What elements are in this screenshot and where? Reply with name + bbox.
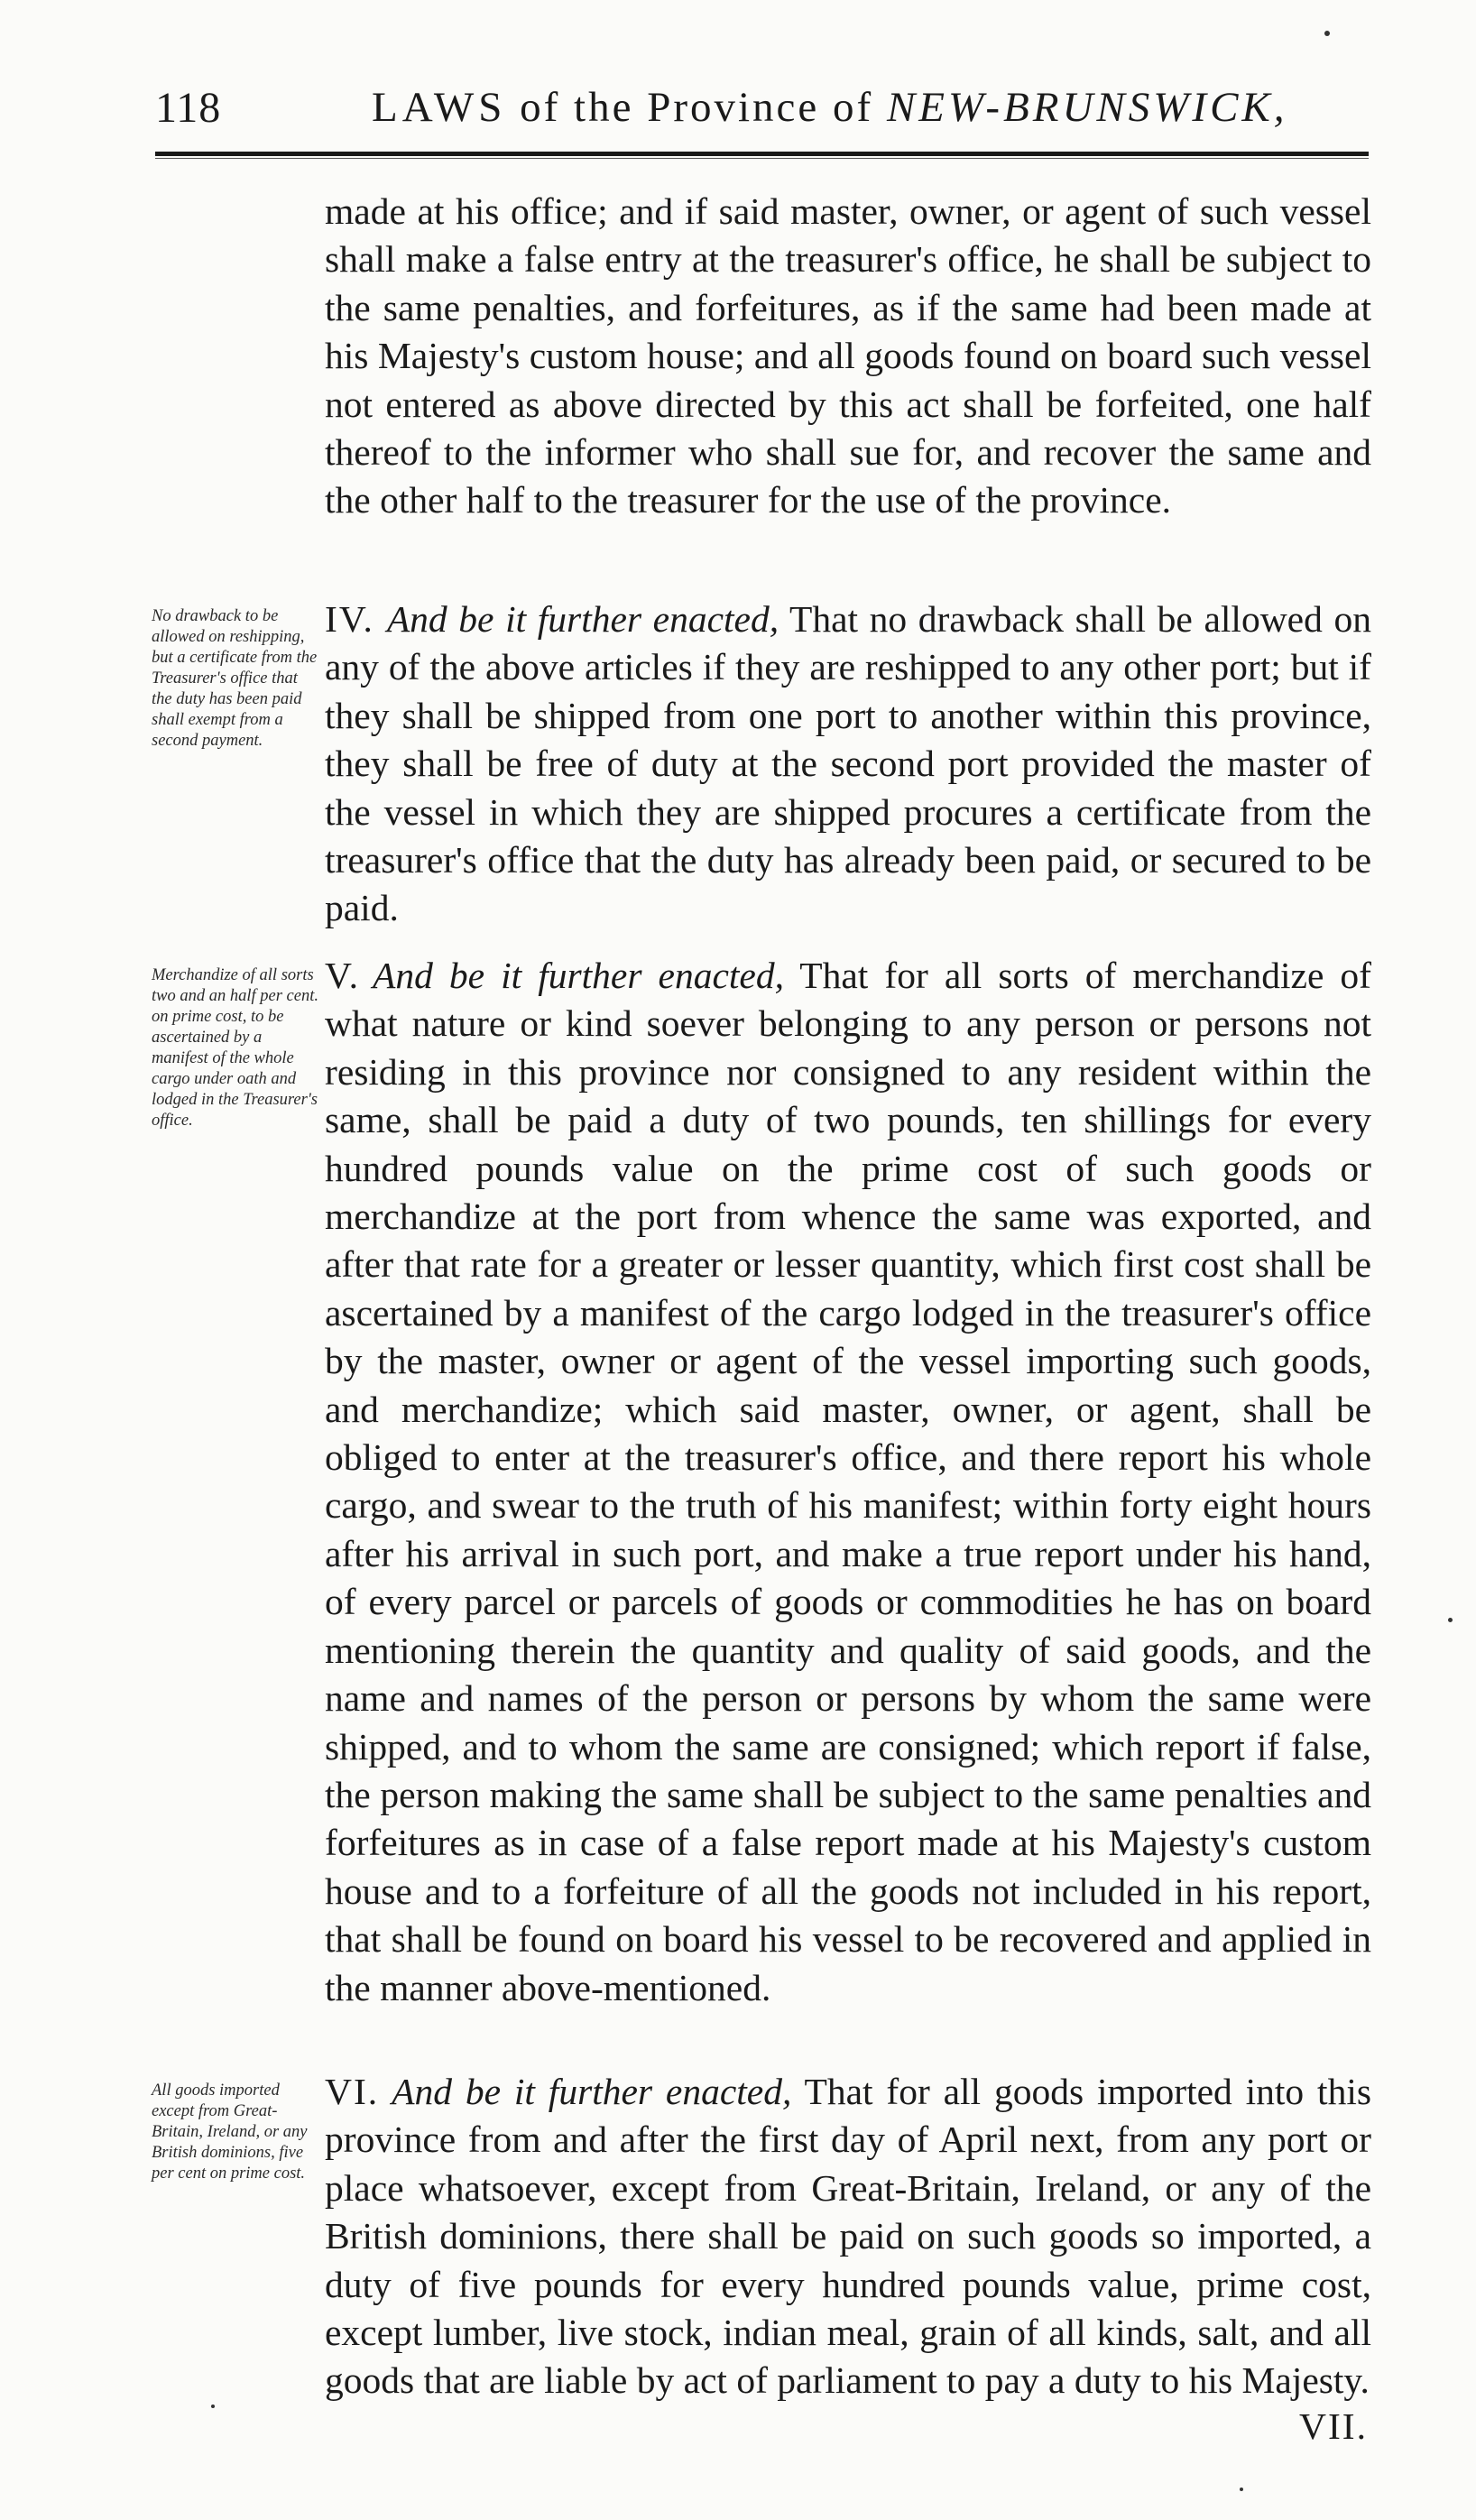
section-paragraph	[325, 952, 1371, 2012]
running-title	[372, 83, 1364, 132]
enacting-clause: And be it further enacted,	[386, 598, 780, 640]
section-iv	[325, 595, 1371, 933]
section-paragraph	[325, 595, 1371, 933]
print-speck	[1240, 2488, 1243, 2491]
print-speck	[1324, 31, 1330, 36]
section-text: That for all goods imported into this province from and after the first day of April next, from any port or place whatsoever, except from Great-Britain, Ireland, or any of the British dominions, there shall be paid on such goods so imported, a duty of five pounds for every hundred pounds value, prime cost, except lumber, live stock, indian meal, grain of all kinds, salt, and all goods that are liable by act of parliament to pay a duty to his Majesty.	[325, 2071, 1371, 2402]
header-rule-thin	[155, 158, 1369, 159]
section-text: That no drawback shall be allowed on any of the above articles if they are reshipped to any other port; but if they shall be shipped from one port to another within this province, they shall be free of duty at the second port provided the master of the vessel in which they are shipped procures a certificate from the treasurer's office that the duty has already been paid, or secured to be paid.	[325, 598, 1371, 929]
side-note-vi: All goods imported except from Great-Britain, Ireland, or any British dominions, five per cent on prime cost.	[152, 2082, 308, 2183]
continuation-block	[325, 188, 1371, 525]
side-note-iv: No drawback to be allowed on reshipping, but a certificate from the Treasurer's office that the duty has been paid shall exempt from a second payment.	[152, 607, 318, 750]
print-speck	[1448, 1618, 1453, 1622]
section-v	[325, 952, 1371, 2012]
section-paragraph	[325, 2068, 1371, 2405]
print-speck	[211, 2405, 215, 2408]
title-place: NEW-BRUNSWICK,	[886, 84, 1288, 131]
section-vi	[325, 2068, 1371, 2405]
continuation-paragraph: made at his office; and if said master, owner, or agent of such vessel shall make a false entry at the treasurer's office, he shall be subject to the same penalties, and forfeitures, as if the same had been made at his Majesty's custom house; and all goods found on board such vessel not entered as above directed by this act shall be forfeited, one half thereof to the informer who shall sue for, and recover the same and the other half to the treasurer for the use of the province.	[325, 190, 1371, 522]
section-number: VI.	[325, 2071, 380, 2112]
side-note-v: Merchandize of all sorts two and an half per cent. on prime cost, to be ascertained by a manifest of the whole cargo under oath and lodged in the Treasurer's office.	[152, 966, 318, 1130]
page-number: 118	[155, 84, 222, 132]
title-laws: LAWS	[372, 84, 507, 131]
header-rule	[155, 152, 1369, 156]
running-header	[155, 83, 1364, 146]
section-text: That for all sorts of merchandize of what nature or kind soever belonging to any person or persons not residing in this province nor consigned to any resident within the same, shall be paid a duty of two pounds, ten shillings for every hundred pounds value on the prime cost of such goods or merchandize at the port from whence the same was exported, and after that rate for a greater or lesser quantity, which first cost shall be ascertained by a manifest of the cargo lodged in the treasurer's office by the master, owner or agent of the vessel importing such goods, and merchandize; which said master, owner, or agent, shall be obliged to enter at the treasurer's office, and there report his whole cargo, and swear to the truth of his manifest; within forty eight hours after his arrival in such port, and make a true report under his hand, of every parcel or parcels of goods or commodities he has on board mentioning therein the quantity and quality of said goods, and the name and names of the person or persons by whom the same were shipped, and to whom the same are consigned; which report if false, the person making the same shall be subject to the same penalties and forfeitures as in case of a false report made at his Majesty's custom house and to a forfeiture of all the goods not included in his report, that shall be found on board his vessel to be recovered and applied in the manner above-mentioned.	[325, 955, 1371, 2008]
section-number: IV.	[325, 598, 374, 640]
enacting-clause: And be it further enacted,	[392, 2071, 792, 2112]
enacting-clause: And be it further enacted,	[373, 955, 784, 996]
catchword: VII.	[1299, 2405, 1368, 2447]
section-number: V.	[325, 955, 360, 996]
title-mid: of the Province of	[520, 84, 874, 131]
